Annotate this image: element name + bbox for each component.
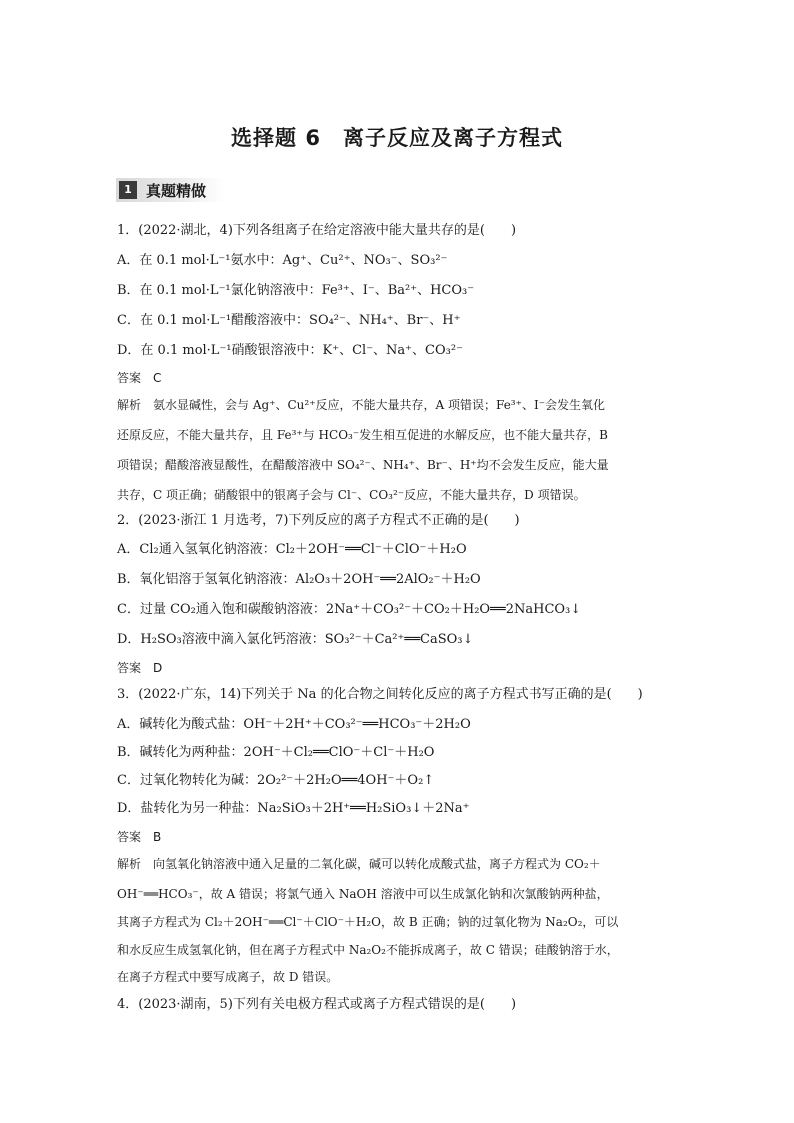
page-title: 选择题 6 离子反应及离子方程式: [231, 126, 563, 150]
text-line: OH⁻══HCO₃⁻，故 A 错误；将氯气通入 NaOH 溶液中可以生成氯化钠和次氯酸钠两种盐，: [117, 887, 609, 901]
text-line: 解析 氨水显碱性，会与 Ag⁺、Cu²⁺反应，不能大量共存，A 项错误；Fe³⁺、I⁻会发生氧化: [117, 398, 606, 412]
text-line: D．在 0.1 mol·L⁻¹硝酸银溶液中：K⁺、Cl⁻、Na⁺、CO₃²⁻: [117, 343, 463, 358]
text-line: 和水反应生成氢氧化钠，但在离子方程式中 Na₂O₂不能拆成离子，故 C 错误；硅酸钠溶于水，: [117, 943, 619, 957]
text-line: 3．(2022·广东，14)下列关于 Na 的化合物之间转化反应的离子方程式书写正确的是( ): [117, 687, 643, 702]
text-line: 答案 C: [117, 371, 162, 385]
text-line: 2．(2023·浙江 1 月选考，7)下列反应的离子方程式不正确的是( ): [117, 513, 520, 528]
text-line: 共存，C 项正确；硝酸银中的银离子会与 Cl⁻、CO₃²⁻反应，不能大量共存，D 项错误。: [117, 488, 586, 502]
text-line: 答案 B: [117, 830, 162, 844]
text-line: B．碱转化为两种盐：2OH⁻＋Cl₂══ClO⁻＋Cl⁻＋H₂O: [117, 745, 435, 760]
text-line: D．盐转化为另一种盐：Na₂SiO₃＋2H⁺══H₂SiO₃↓＋2Na⁺: [117, 801, 470, 816]
section-label: 真题精做: [146, 182, 207, 200]
text-line: C．过氧化物转化为碱：2O₂²⁻＋2H₂O══4OH⁻＋O₂↑: [117, 773, 435, 788]
text-line: 还原反应，不能大量共存，且 Fe³⁺与 HCO₃⁻发生相互促进的水解反应，也不能大量共存，B: [117, 428, 608, 442]
text-line: 4．(2023·湖南，5)下列有关电极方程式或离子方程式错误的是( ): [117, 997, 517, 1012]
section-number-icon: 1: [119, 181, 137, 199]
text-line: 其离子方程式为 Cl₂＋2OH⁻══Cl⁻＋ClO⁻＋H₂O，故 B 正确；钠的过氧化物为 Na₂O₂，可以: [117, 915, 619, 929]
text-line: C．过量 CO₂通入饱和碳酸钠溶液：2Na⁺＋CO₃²⁻＋CO₂＋H₂O══2NaHCO₃↓: [117, 602, 582, 617]
text-line: A．碱转化为酸式盐：OH⁻＋2H⁺＋CO₃²⁻══HCO₃⁻＋2H₂O: [117, 717, 471, 732]
text-line: 解析 向氢氧化钠溶液中通入足量的二氧化碳，碱可以转化成酸式盐，离子方程式为 CO₂＋: [117, 857, 601, 871]
text-line: C．在 0.1 mol·L⁻¹醋酸溶液中：SO₄²⁻、NH₄⁺、Br⁻、H⁺: [117, 313, 461, 328]
text-line: B．氧化铝溶于氢氧化钠溶液：Al₂O₃＋2OH⁻══2AlO₂⁻＋H₂O: [117, 572, 481, 587]
text-line: 在离子方程式中要写成离子，故 D 错误。: [117, 970, 339, 984]
text-line: A．在 0.1 mol·L⁻¹氨水中：Ag⁺、Cu²⁺、NO₃⁻、SO₃²⁻: [117, 253, 448, 268]
text-line: B．在 0.1 mol·L⁻¹氯化钠溶液中：Fe³⁺、I⁻、Ba²⁺、HCO₃⁻: [117, 283, 475, 298]
text-line: D．H₂SO₃溶液中滴入氯化钙溶液：SO₃²⁻＋Ca²⁺══CaSO₃↓: [117, 632, 474, 647]
text-line: 1．(2022·湖北，4)下列各组离子在给定溶液中能大量共存的是( ): [117, 223, 517, 238]
text-line: 项错误；醋酸溶液显酸性，在醋酸溶液中 SO₄²⁻、NH₄⁺、Br⁻、H⁺均不会发生反应，能大量: [117, 458, 609, 472]
section-header: [116, 178, 228, 202]
text-line: 答案 D: [117, 661, 163, 675]
text-line: A．Cl₂通入氢氧化钠溶液：Cl₂＋2OH⁻══Cl⁻＋ClO⁻＋H₂O: [117, 542, 467, 557]
